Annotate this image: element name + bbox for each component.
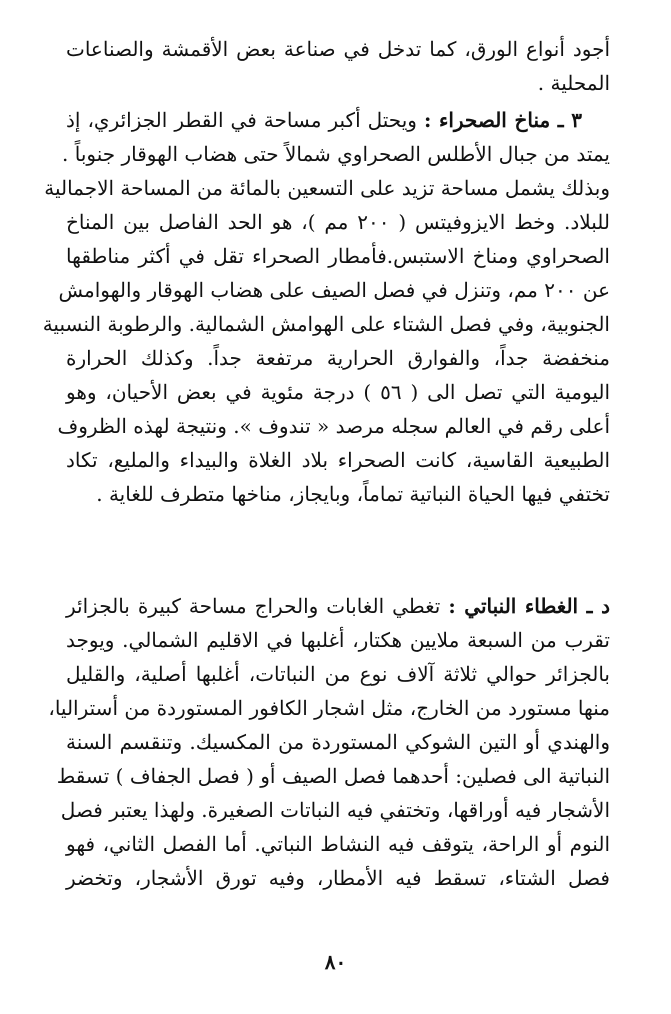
paragraph-continuation bbox=[66, 32, 610, 100]
text-line: الجنوبية، وفي فصل الشتاء على الهوامش الشمالية. والرطوبة النسبية bbox=[42, 312, 610, 336]
section-heading-desert-climate: ٣ ـ مناخ الصحراء : bbox=[423, 108, 583, 132]
text-line: الأشجار فيه أوراقها، وتختفي فيه النباتات الصغيرة. ولهذا يعتبر فصل bbox=[60, 798, 610, 822]
text-line: المحلية . bbox=[537, 71, 610, 95]
text-line: يمتد من جبال الأطلس الصحراوي شمالاً حتى هضاب الهوقار جنوباً . bbox=[62, 142, 610, 166]
text-line: تقرب من السبعة ملايين هكتار، أغلبها في الاقليم الشمالي. ويوجد bbox=[66, 628, 610, 652]
section-heading-vegetation: د ـ الغطاء النباتي : bbox=[448, 594, 610, 618]
text-line: النوم أو الراحة، يتوقف فيه النشاط النباتي. أما الفصل الثاني، فهو bbox=[66, 832, 610, 856]
text-line: تختفي فيها الحياة النباتية تماماً، وبايجاز، مناخها متطرف للغاية . bbox=[96, 482, 610, 506]
text-line: منخفضة جداً، والفوارق الحرارية مرتفعة جداً. وكذلك الحرارة bbox=[66, 346, 610, 370]
text-line: والهندي أو التين الشوكي المستوردة من المكسيك. وتنقسم السنة bbox=[66, 730, 610, 754]
text-line-rest: ويحتل أكبر مساحة في القطر الجزائري، إذ bbox=[66, 108, 417, 132]
text-line: الصحراوي ومناخ الاستبس.فأمطار الصحراء تقل في أكثر مناطقها bbox=[66, 244, 610, 268]
text-line: عن ٢٠٠ مم، وتنزل في فصل الصيف على هضاب الهوقار والهوامش bbox=[58, 278, 610, 302]
text-line: النباتية الى فصلين: أحدهما فصل الصيف أو ( فصل الجفاف ) تسقط bbox=[56, 764, 610, 788]
paragraph-vegetation-cover bbox=[48, 589, 610, 895]
text-line: أجود أنواع الورق، كما تدخل في صناعة بعض الأقمشة والصناعات bbox=[66, 37, 610, 61]
text-line bbox=[66, 103, 610, 137]
page-number: ٨٠ bbox=[324, 950, 347, 974]
text-line: أعلى رقم في العالم سجله مرصد « تندوف ». ونتيجة لهذه الظروف bbox=[57, 414, 610, 438]
text-line: الطبيعية القاسية، كانت الصحراء بلاد الغلاة والبيداء والمليع، تكاد bbox=[66, 448, 610, 472]
text-line bbox=[66, 589, 610, 623]
text-line: منها مستورد من الخارج، مثل اشجار الكافور المستوردة من أستراليا، bbox=[48, 696, 610, 720]
text-line-rest: تغطي الغابات والحراج مساحة كبيرة بالجزائر bbox=[66, 594, 441, 618]
text-line: اليومية التي تصل الى ( ٥٦ ) درجة مئوية في بعض الأحيان، وهو bbox=[66, 380, 611, 404]
text-line: للبلاد. وخط الايزوفيتس ( ٢٠٠ مم )، هو الحد الفاصل بين المناخ bbox=[66, 210, 610, 234]
paragraph-desert-climate bbox=[42, 103, 611, 511]
text-line: وبذلك يشمل مساحة تزيد على التسعين بالمائة من المساحة الاجمالية bbox=[44, 176, 610, 200]
text-line: بالجزائر حوالي ثلاثة آلاف نوع من النباتات، أغلبها أصلية، والقليل bbox=[66, 662, 610, 686]
text-line: فصل الشتاء، تسقط فيه الأمطار، وفيه تورق الأشجار، وتخضر bbox=[66, 866, 610, 890]
